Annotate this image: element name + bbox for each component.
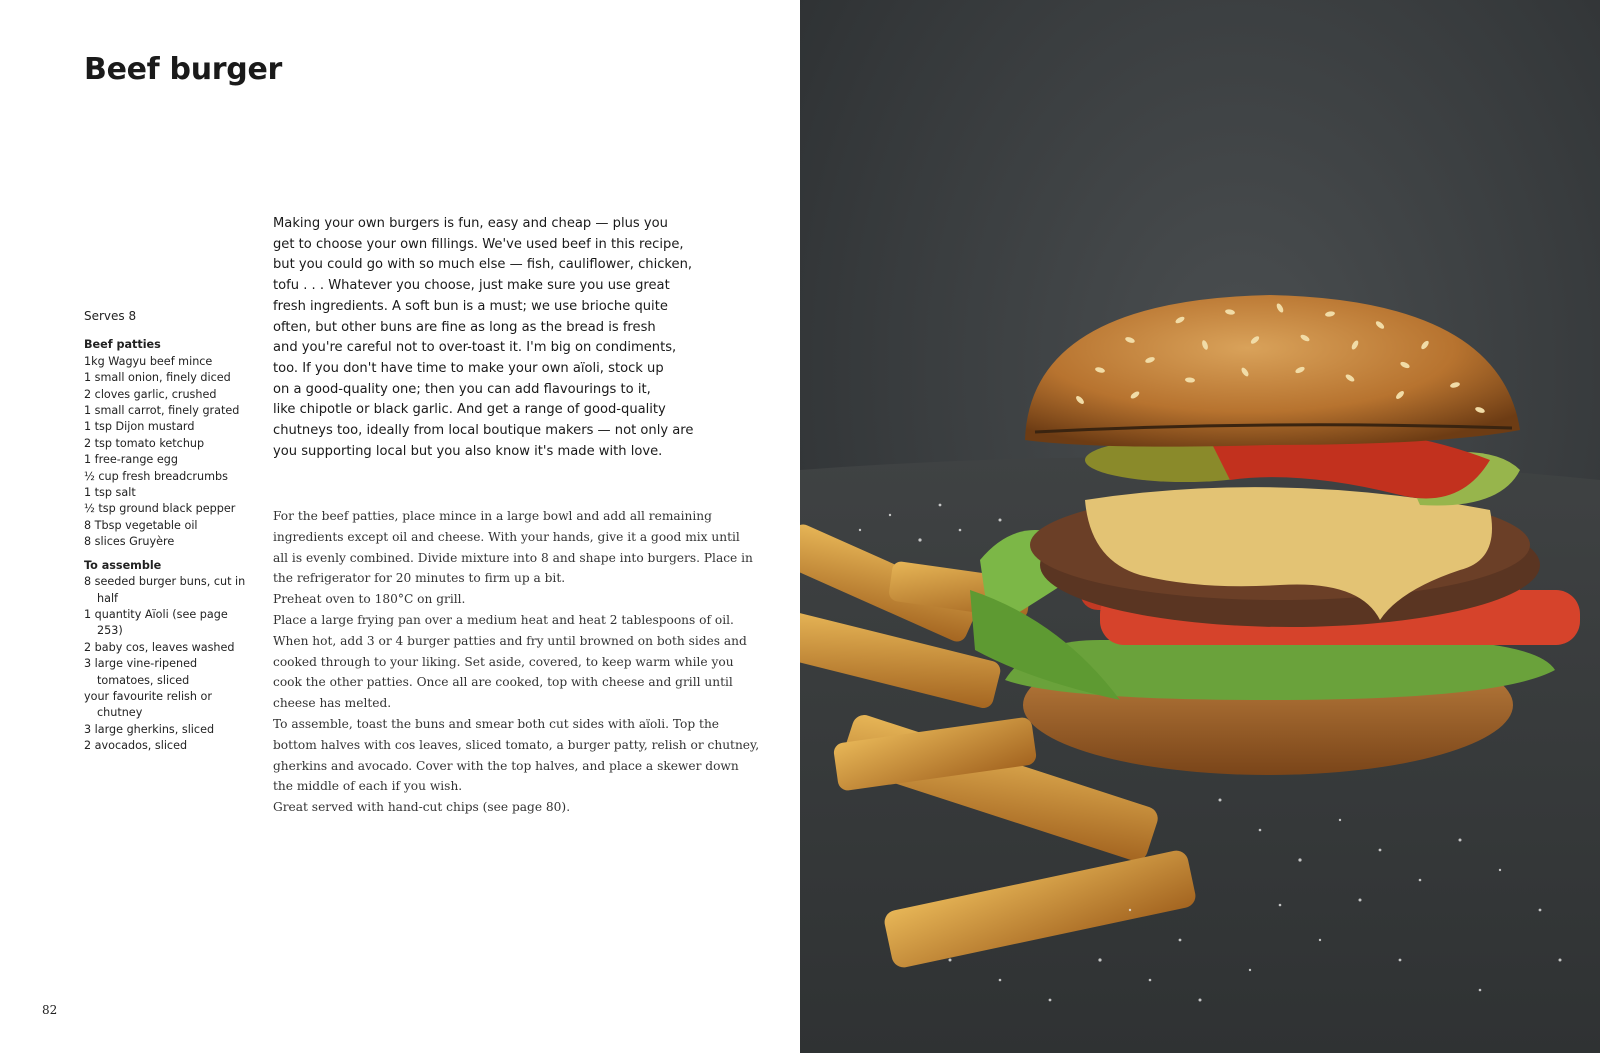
ingredient-item: ½ tsp ground black pepper xyxy=(84,502,236,516)
burger xyxy=(970,295,1580,775)
intro-line: like chipotle or black garlic. And get a range of good-quality xyxy=(273,402,666,418)
ingredient-item: 1 quantity Aïoli (see page 253) xyxy=(84,607,228,638)
method-line: cook the other patties. Once all are cooked, top with cheese and grill until xyxy=(273,675,733,690)
method-line: Great served with hand-cut chips (see page 80). xyxy=(273,800,571,815)
ingredient-item: 1 tsp salt xyxy=(84,486,136,500)
intro-line: and you're careful not to over-toast it. I'm big on condiments, xyxy=(273,340,677,356)
intro-line: on a good-quality one; then you can add flavourings to it, xyxy=(273,381,651,397)
recipe-method xyxy=(273,506,760,818)
ingredient-group-title: To assemble xyxy=(84,558,162,572)
ingredient-item: 8 seeded burger buns, cut in half xyxy=(84,575,246,605)
method-line: ingredients except oil and cheese. With your hands, give it a good mix until xyxy=(273,529,740,544)
ingredient-item: 2 cloves garlic, crushed xyxy=(84,387,217,401)
intro-line: fresh ingredients. A soft bun is a must; we use brioche quite xyxy=(273,298,668,314)
method-line: Place a large frying pan over a medium heat and heat 2 tablespoons of oil. xyxy=(273,612,734,627)
method-line: To assemble, toast the buns and smear both cut sides with aïoli. Top the xyxy=(273,716,720,731)
ingredient-item: 1kg Wagyu beef mince xyxy=(84,354,213,368)
ingredients-column xyxy=(84,308,254,762)
method-line: the refrigerator for 20 minutes to firm up a bit. xyxy=(273,571,566,586)
method-line: gherkins and avocado. Cover with the top halves, and place a skewer down xyxy=(273,758,739,773)
intro-line: Making your own burgers is fun, easy and cheap — plus you xyxy=(273,216,668,231)
method-line: bottom halves with cos leaves, sliced tomato, a burger patty, relish or chutney, xyxy=(273,737,760,752)
ingredient-item: 2 avocados, sliced xyxy=(84,739,188,753)
ingredient-item: your favourite relish or chutney xyxy=(84,689,212,720)
intro-line: chutneys too, ideally from local boutique makers — not only are xyxy=(273,423,694,439)
method-line: the middle of each if you wish. xyxy=(273,779,463,794)
method-line: For the beef patties, place mince in a large bowl and add all remaining xyxy=(273,509,712,523)
method-line: Preheat oven to 180°C on grill. xyxy=(273,592,466,607)
ingredient-group-title: Beef patties xyxy=(84,338,161,352)
ingredient-item: 2 tsp tomato ketchup xyxy=(84,436,205,450)
burger-photo xyxy=(800,0,1600,1053)
ingredient-group-to-assemble xyxy=(84,558,254,755)
recipe-title: Beef burger xyxy=(84,52,282,87)
intro-line: get to choose your own fillings. We've used beef in this recipe, xyxy=(273,236,684,252)
intro-line: you supporting local but you also know it's made with love. xyxy=(273,443,663,459)
intro-line: tofu . . . Whatever you choose, just make sure you use great xyxy=(273,278,670,294)
ingredient-item: 8 slices Gruyère xyxy=(84,535,175,549)
ingredient-item: 2 baby cos, leaves washed xyxy=(84,640,235,654)
ingredient-item: 1 small onion, finely diced xyxy=(84,371,231,385)
intro-line: but you could go with so much else — fish, cauliflower, chicken, xyxy=(273,257,693,273)
method-line: cheese has melted. xyxy=(273,696,392,711)
method-line: When hot, add 3 or 4 burger patties and fry until browned on both sides and xyxy=(273,633,747,648)
page-number: 82 xyxy=(42,1003,58,1017)
ingredient-item: 1 tsp Dijon mustard xyxy=(84,420,195,434)
ingredient-item: 3 large vine-ripened tomatoes, sliced xyxy=(84,657,198,687)
ingredient-item: ½ cup fresh breadcrumbs xyxy=(84,469,228,483)
serves-label: Serves 8 xyxy=(84,309,137,323)
method-line: cooked through to your liking. Set aside, covered, to keep warm while you xyxy=(273,654,734,669)
intro-line: too. If you don't have time to make your own aïoli, stock up xyxy=(273,360,664,376)
recipe-intro xyxy=(273,214,718,462)
intro-line: often, but other buns are fine as long as the bread is fresh xyxy=(273,319,656,335)
ingredient-item: 3 large gherkins, sliced xyxy=(84,722,215,736)
ingredient-group-beef-patties xyxy=(84,337,254,550)
ingredient-item: 1 small carrot, finely grated xyxy=(84,404,240,418)
method-line: all is evenly combined. Divide mixture into 8 and shape into burgers. Place in xyxy=(273,550,753,565)
ingredient-item: 1 free-range egg xyxy=(84,453,178,467)
ingredient-item: 8 Tbsp vegetable oil xyxy=(84,518,198,532)
